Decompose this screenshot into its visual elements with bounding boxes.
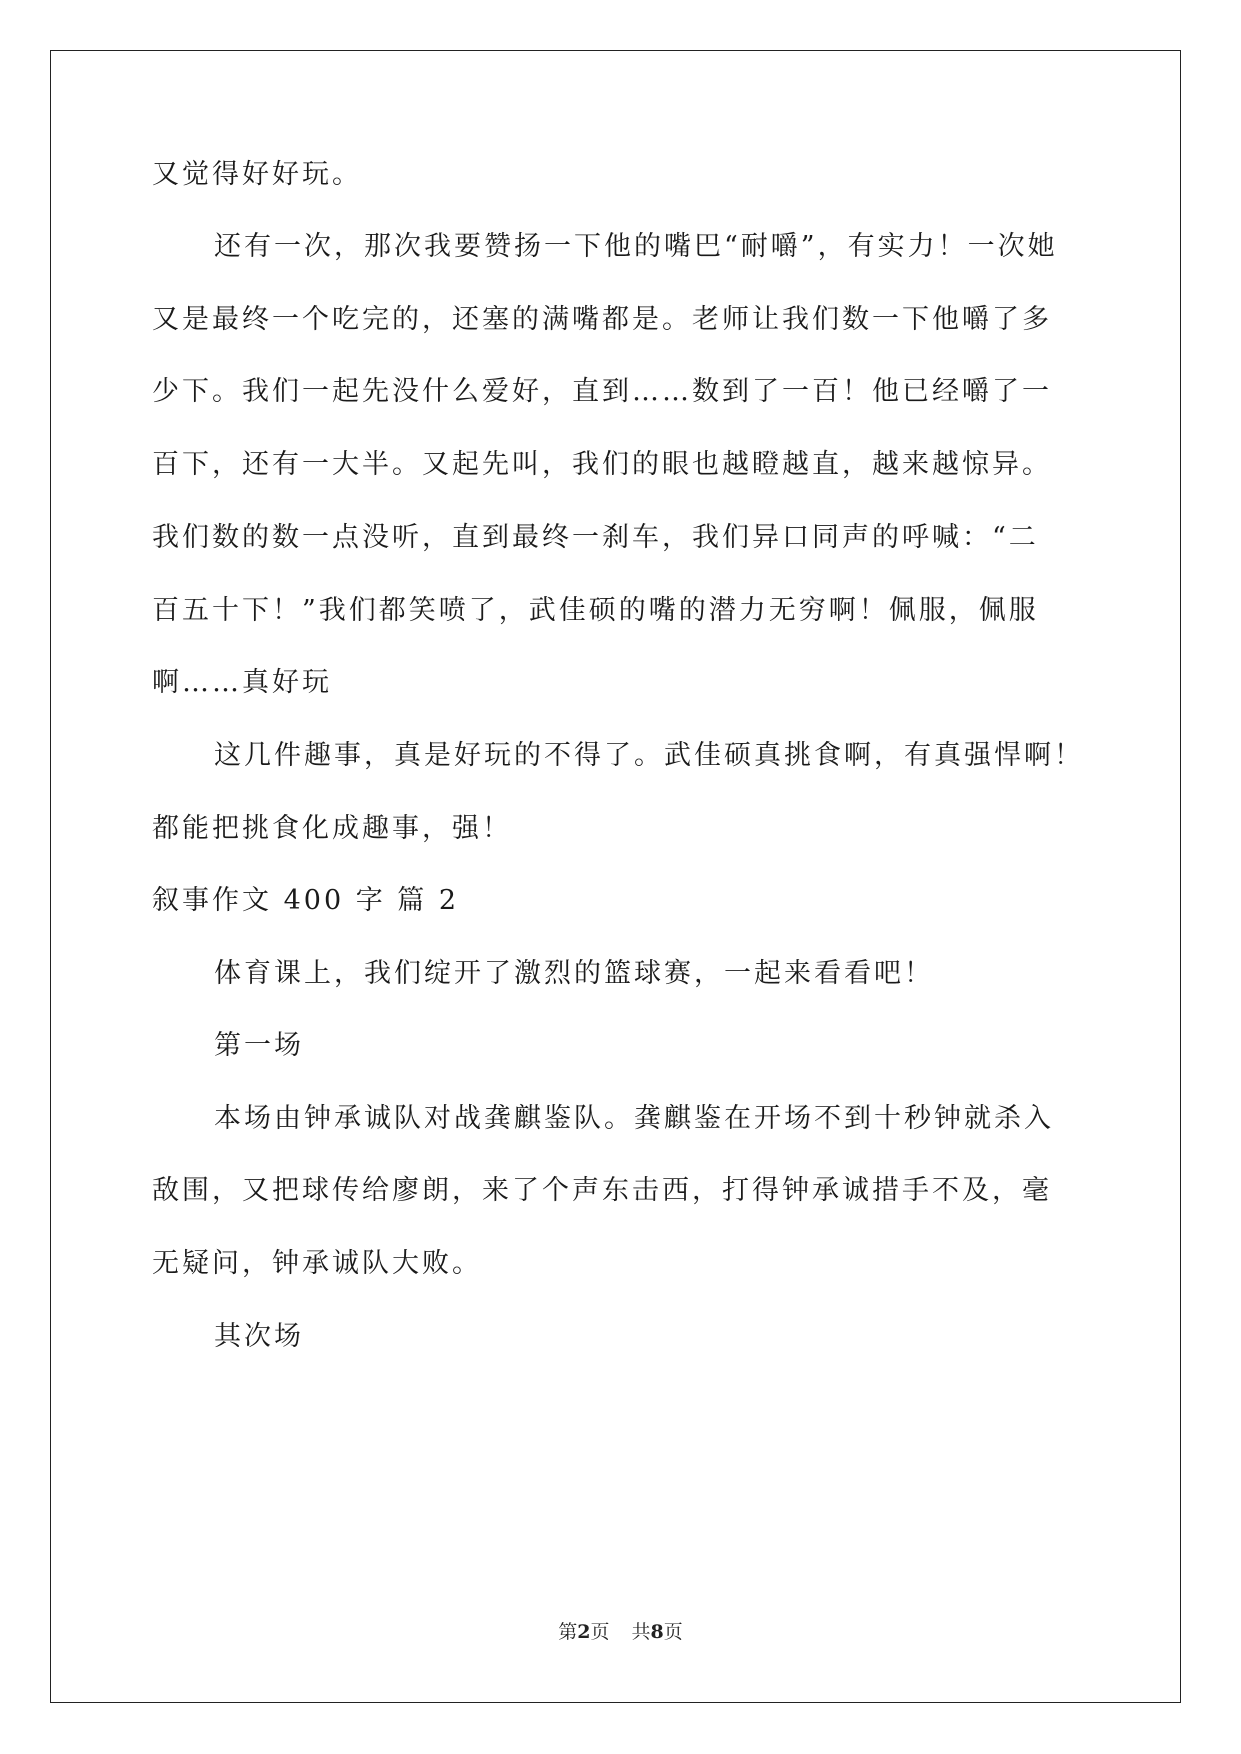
- total-page-count: 8: [650, 1621, 664, 1643]
- page-footer: [0, 1617, 1241, 1644]
- footer-total-prefix: 共: [631, 1621, 651, 1643]
- subheading: 其次场: [214, 1321, 304, 1352]
- text-line: 又是最终一个吃完的，还塞的满嘴都是。老师让我们数一下他嚼了多: [152, 304, 1052, 335]
- paragraph-start: 还有一次，那次我要赞扬一下他的嘴巴“耐嚼”，有实力！一次她: [214, 231, 1058, 262]
- text-line: 敌围，又把球传给廖朗，来了个声东击西，打得钟承诚措手不及，毫: [152, 1175, 1052, 1206]
- subheading: 第一场: [214, 1030, 304, 1061]
- footer-prefix: 第: [558, 1621, 578, 1643]
- section-heading: 叙事作文 400 字 篇 2: [152, 885, 460, 916]
- text-line: 无疑问，钟承诚队大败。: [152, 1248, 482, 1279]
- text-line: 我们数的数一点没听，直到最终一刹车，我们异口同声的呼喊：“二: [152, 522, 1039, 553]
- current-page-number: 2: [577, 1621, 591, 1643]
- text-line: 百下，还有一大半。又起先叫，我们的眼也越瞪越直，越来越惊异。: [152, 449, 1052, 480]
- text-line: 都能把挑食化成趣事，强！: [152, 813, 512, 844]
- text-line: 又觉得好好玩。: [152, 159, 362, 190]
- text-line: 啊……真好玩: [152, 667, 332, 698]
- paragraph-start: 本场由钟承诚队对战龚麒鉴队。龚麒鉴在开场不到十秒钟就杀入: [214, 1103, 1054, 1134]
- footer-suffix: 页: [663, 1621, 683, 1643]
- paragraph-start: 体育课上，我们绽开了激烈的篮球赛，一起来看看吧！: [214, 958, 934, 989]
- text-line: 百五十下！”我们都笑喷了，武佳硕的嘴的潜力无穷啊！佩服，佩服: [152, 595, 1039, 626]
- text-line: 少下。我们一起先没什么爱好，直到……数到了一百！他已经嚼了一: [152, 376, 1052, 407]
- page-border: [50, 50, 1181, 1703]
- paragraph-start: 这几件趣事，真是好玩的不得了。武佳硕真挑食啊，有真强悍啊！: [214, 740, 1084, 771]
- footer-page-label: 页: [590, 1621, 610, 1643]
